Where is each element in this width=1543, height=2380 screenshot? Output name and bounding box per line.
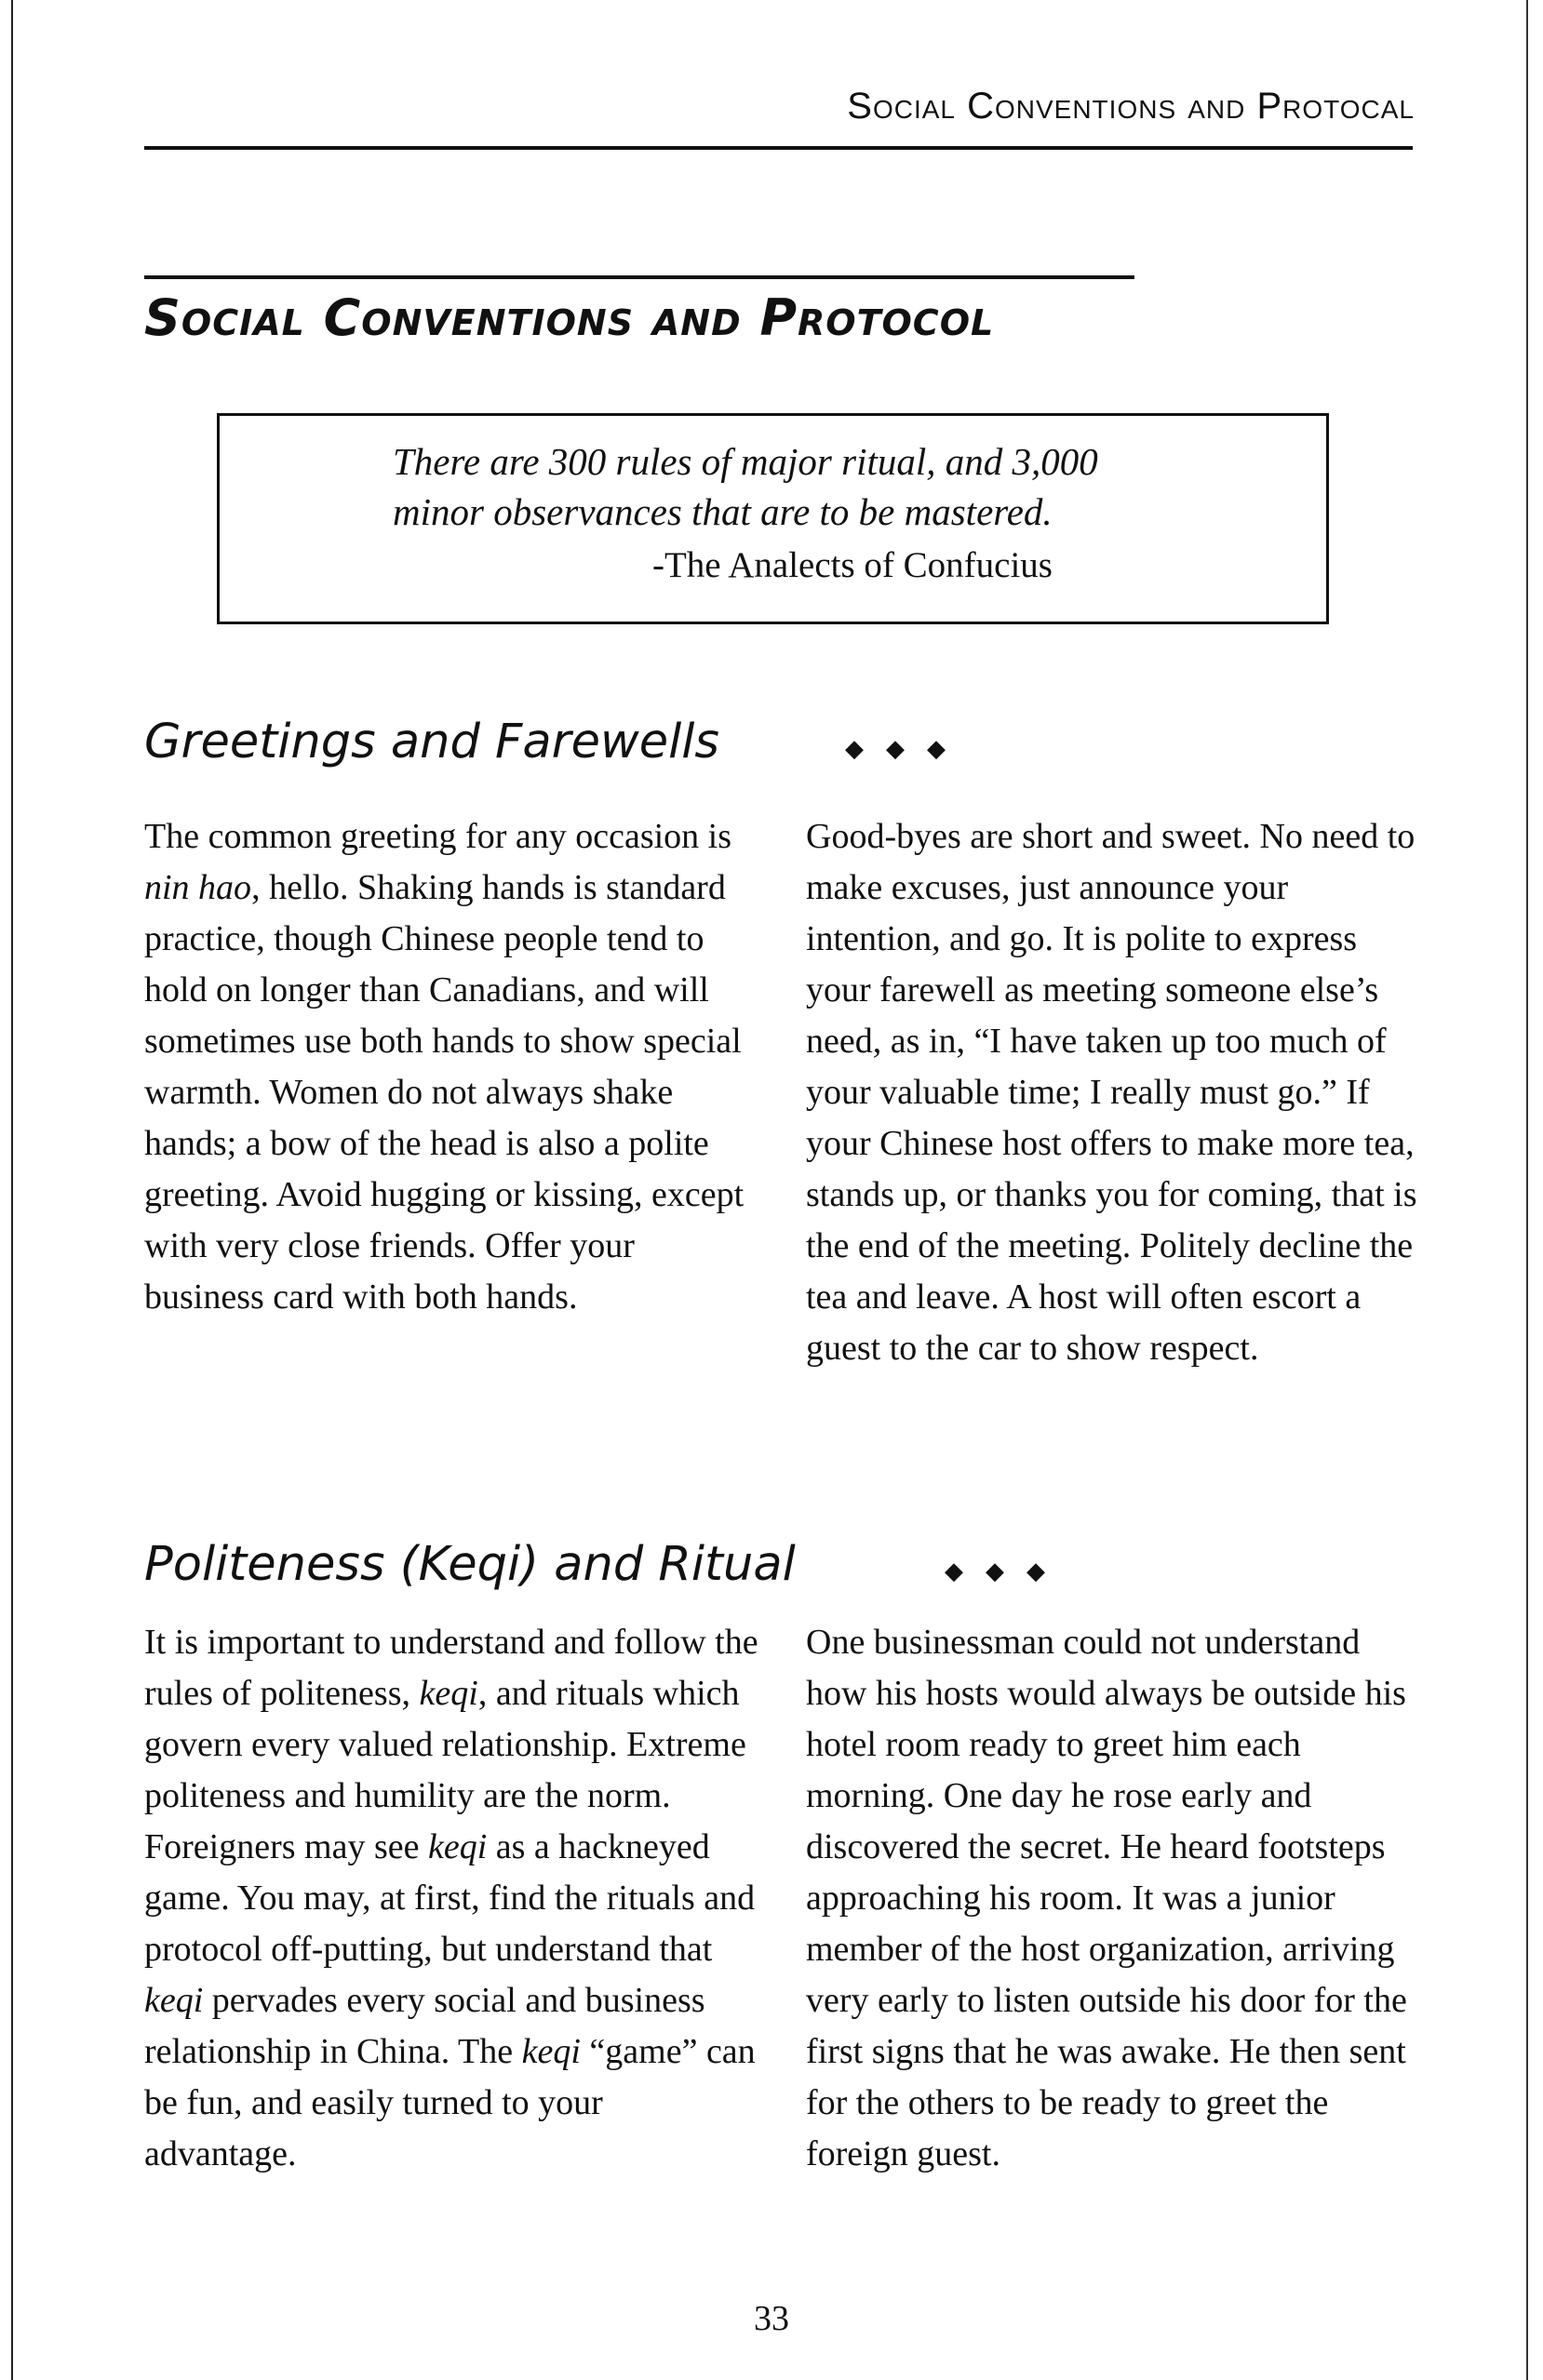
- epigraph-source: -The Analects of Confucius: [652, 545, 1053, 585]
- running-header: Social Conventions and Protocal: [847, 86, 1415, 127]
- text-run: , hello. Shaking hands is standard practice, though Chinese people tend to hold on longer than Canadians, and will sometimes use both hands to show special warmth. Women do not always shake hands; a bow of the head is also a polite greeting. Avoid hugging or kissing, except with very close friends. Offer your business card with both hands.: [144, 868, 745, 1317]
- epigraph-box: [217, 413, 1329, 624]
- header-rule: [144, 146, 1413, 150]
- epigraph-quote: There are 300 rules of major ritual, and 3,000 minor observances that are to be mastered.: [393, 440, 1098, 533]
- text-run: “game” can be fun, and easily turned to your advantage.: [144, 2032, 756, 2173]
- politeness-right-column: One businessman could not understand how his hosts would always be outside his hotel room ready to greet him each morning. One day he rose early and discovered the secret. He heard footsteps approaching his room. It was a junior member of the host organization, arriving very early to listen outside his door for the first signs that he was awake. He then sent for the others to be ready to greet the foreign guest.: [806, 1623, 1407, 2173]
- page-number: 33: [754, 2299, 789, 2338]
- section-heading-greetings: Greetings and Farewells: [144, 715, 719, 769]
- page-edge-left: [11, 0, 13, 2380]
- greetings-right-column: Good-byes are short and sweet. No need to make excuses, just announce your intention, and go. It is polite to express your farewell as meeting someone else’s need, as in, “I have taken up too much of your valuable time; I really must go.” If your Chinese host offers to make more tea, stands up, or thanks you for coming, that is the end of the meeting. Politely decline the tea and leave. A host will often escort a guest to the car to show respect.: [806, 817, 1417, 1368]
- text-run: pervades every social and business relationship in China. The: [144, 1981, 705, 2071]
- text-run: , and rituals which govern every valued relationship. Extreme politeness and humility are the norm. Foreigners may see: [144, 1674, 746, 1866]
- ornament-diamonds: ◆◆◆: [845, 735, 968, 763]
- page-edge-right: [1526, 0, 1528, 2380]
- term-nin-hao: nin hao: [144, 868, 252, 907]
- greetings-left-column: [144, 811, 758, 1323]
- term-keqi: keqi: [419, 1674, 478, 1713]
- term-keqi: keqi: [144, 1981, 204, 2020]
- title-rule: [144, 275, 1134, 279]
- term-keqi: keqi: [427, 1827, 488, 1866]
- politeness-left-column: [144, 1617, 758, 2180]
- chapter-title: Social Conventions and Protocol: [144, 288, 995, 347]
- text-run: It is important to understand and follow the rules of politeness,: [144, 1623, 758, 1713]
- text-run: The common greeting for any occasion is: [144, 817, 732, 856]
- term-keqi: keqi: [521, 2032, 581, 2071]
- section-heading-politeness: Politeness (Keqi) and Ritual: [144, 1537, 796, 1592]
- ornament-diamonds: ◆◆◆: [945, 1558, 1067, 1585]
- text-run: as a hackneyed game. You may, at first, find the rituals and protocol off-putting, but understand that: [144, 1827, 756, 1969]
